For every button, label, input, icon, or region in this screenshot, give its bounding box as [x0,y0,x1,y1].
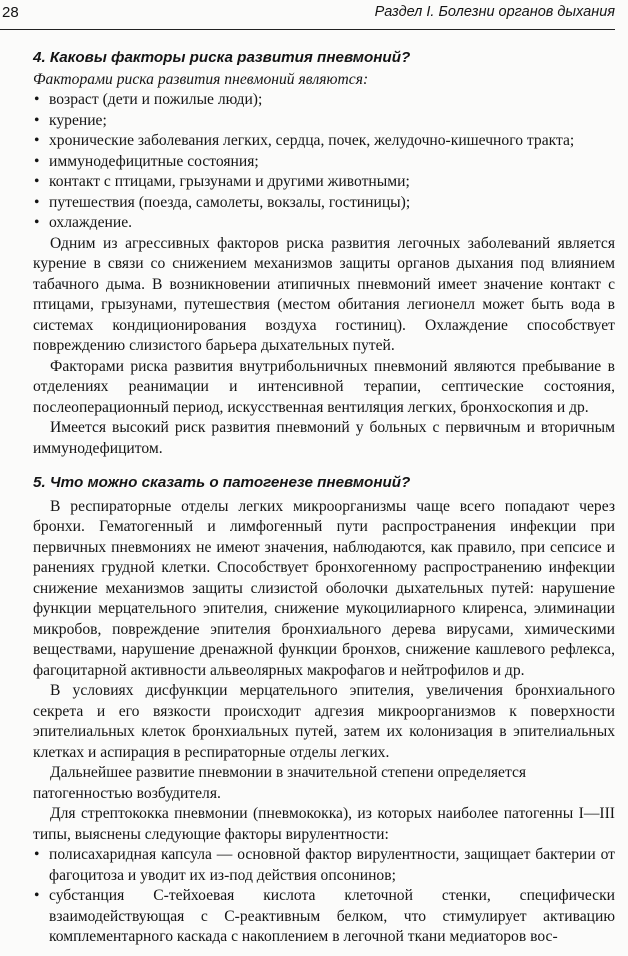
header-rule [0,29,615,30]
virulence-factors-list [33,845,615,948]
risk-factors-intro: Факторами риска развития пневмоний являются: [33,70,369,88]
list-item: • охлаждение. [33,213,615,234]
list-item: • курение; [33,111,615,132]
question-4-heading: 4. Каковы факторы риска развития пневмоний? [33,49,411,66]
list-item: • путешествия (поезда, самолеты, вокзалы, гостиницы); [33,193,615,214]
list-item: • возраст (дети и пожилые люди); [33,90,615,111]
list-item: • контакт с птицами, грызунами и другими животными; [33,172,615,193]
paragraph: Одним из агрессивных факторов риска развития легочных заболеваний является курение в связи со снижением механизмов защиты органов дыхания под влиянием табачного дыма. В возникновении атипичных пневмоний имеет значение контакт с птицами, грызунами, путешествия (местом обитания легионелл может быть вода в системах кондиционирования воздуха гостиниц). Охлаждение способствует повреждению слизистого барьера дыхательных путей. [33,234,615,354]
running-header [0,0,628,30]
section-title: Раздел I. Болезни органов дыхания [374,4,615,20]
paragraph: Факторами риска развития внутрибольничных пневмоний являются пребывание в отделениях реанимации и интенсивной терапии, септические состояния, послеоперационный период, искусственная вентиляция легких, бронхоскопия и др. [33,357,615,416]
list-item: • хронические заболевания легких, сердца, почек, желудочно-кишечного тракта; [33,131,615,152]
risk-factors-list [33,90,615,234]
page-number: 28 [2,4,19,21]
list-item: • субстанция С-тейхоевая кислота клеточной стенки, специфически взаимодействующая с С-реактивным белком, что стимулирует активацию комплементарного каскада с накоплением в легочной ткани медиаторов вос- [33,886,615,948]
paragraph: Для стрептококка пневмонии (пневмококка), из которых наиболее патогенны I—III типы, выяснены следующие факторы вирулентности: [33,805,615,843]
page-body [33,48,615,948]
paragraph: В респираторные отделы легких микроорганизмы чаще всего попадают через бронхи. Гематогенный и лимфогенный пути распространения инфекции при первичных пневмониях не имеют значения, наблюдаются, как правило, при сепсисе и ранениях грудной клетки. Способствует бронхогенному распространению инфекции снижение механизмов защиты слизистой оболочки дыхательных путей: нарушение функции мерцательного эпителия, снижение мукоцилиарного клиренса, элиминации микробов, повреждение эпителия бронхиального дерева вирусами, химическими веществами, нарушение дренажной функции бронхов, снижение кашлевого рефлекса, фагоцитарной активности альвеолярных макрофагов и нейтрофилов и др. [33,497,615,679]
paragraph: Дальнейшее развитие пневмонии в значительной степени определяется патогенностью возбудителя. [33,764,527,802]
list-item: • иммунодефицитные состояния; [33,152,615,173]
list-item: • полисахаридная капсула — основной фактор вирулентности, защищает бактерии от фагоцитоза и уводит их из-под действия опсонинов; [33,845,615,886]
paragraph: В условиях дисфункции мерцательного эпителия, увеличения бронхиального секрета и его вязкости происходит адгезия микроорганизмов к поверхности эпителиальных клеток бронхиальных путей, затем их колонизация в эпителиальных клетках и аспирация в респираторные отделы легких. [33,682,615,761]
paragraph: Имеется высокий риск развития пневмоний у больных с первичным и вторичным иммунодефицитом. [33,419,615,457]
question-5-heading: 5. Что можно сказать о патогенезе пневмоний? [33,474,411,491]
